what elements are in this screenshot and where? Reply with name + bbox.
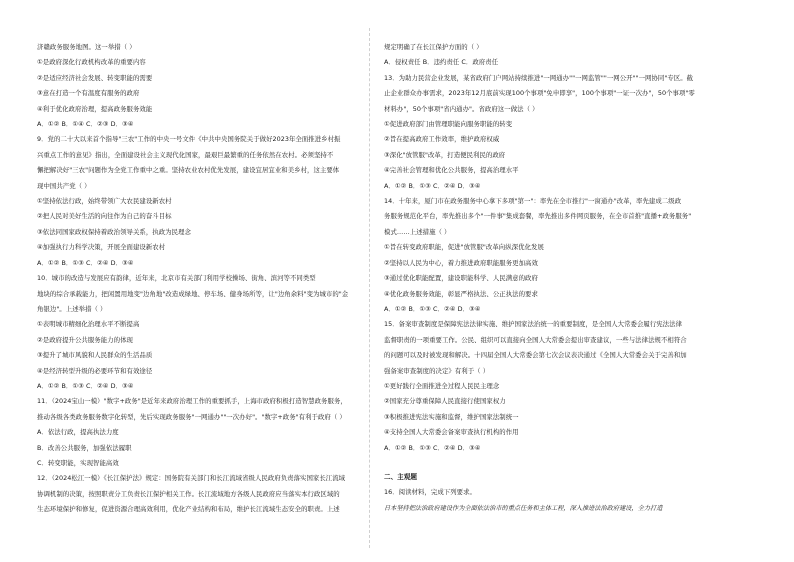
right-line-5: ①促进政府部门由管理职能向服务职能的转变 xyxy=(384,120,513,129)
left-line-25: A．依法行政，提高执法力度 xyxy=(37,428,119,437)
right-line-17: A．①② B．①③ C．②④ D．③④ xyxy=(384,304,481,313)
left-line-13: ④加强执行力科学决策，开展全面建设新农村 xyxy=(37,243,166,252)
left-line-21: ④是经济转型升级的必要环节和有效途径 xyxy=(37,366,153,375)
right-line-2: 13．为助力民营企业发展，某省政府门户网站持续推进"一网通办""一网监管""一网公开""一网协同"专区。截 xyxy=(384,73,694,82)
right-line-22: ①更好践行全面推进全过程人民民主理念 xyxy=(384,381,500,390)
left-line-24: 推动各级各类政务服务数字化转型，先后实现政务服务"一网通办""一次办好"。"数字+政务"有利于政府（ ） xyxy=(37,412,346,421)
right-column xyxy=(384,40,734,516)
right-line-12: 模式……上述措施（ ） xyxy=(384,227,451,236)
right-line-7: ③深化"放管服"改革，打造便民利民的政府 xyxy=(384,150,506,159)
left-line-23: 11．（2024宝山一模）"数字+政务"是近年来政府治理工作的重要抓手，上海市政府积极打造智慧政务服务， xyxy=(37,397,347,406)
right-line-6: ②旨在提高政府工作效率，维护政府权威 xyxy=(384,135,500,144)
left-line-8: 懈把解决好"三农"问题作为全党工作重中之重。坚持农业农村优先发展，建设宜居宜业和美乡村，这主要体 xyxy=(37,166,340,175)
left-line-30: 生态环境保护和修复，促进资源合理高效利用，优化产业结构和布局，维护长江流域生态安全的职责。上述 xyxy=(37,505,340,514)
left-line-9: 现中国共产党（ ） xyxy=(37,181,91,190)
left-line-22: A．①② B．①③ C．②④ D．③④ xyxy=(37,381,134,390)
material-text: 日本坚持把法治政府建设作为全面依法治市的重点任务和主体工程，深入推进法治政府建设，全力打造 xyxy=(384,504,663,512)
right-line-11: 务服务规范化平台，率先推出多个"一件事"集成套餐，率先推出多件网页服务，在全市首推"直播+政务服务" xyxy=(384,212,692,221)
right-line-13: ①旨在转变政府职能，促进"放管服"改革向纵深优化发展 xyxy=(384,243,544,252)
left-line-4: ④利于优化政府治理，提高政务服务效能 xyxy=(37,104,153,113)
right-line-8: ④完善社会管理和优化公共服务，提高治理水平 xyxy=(384,166,519,175)
right-line-15: ③通过优化职能配置，建设职能科学、人民满意的政府 xyxy=(384,274,538,283)
right-line-1: A．侵权责任 B．违约责任 C．政府责任 xyxy=(384,58,499,67)
left-line-18: ①表明城市精细化治理水平不断提高 xyxy=(37,320,140,329)
left-line-29: 协调机制的决策，按照职责分工负责长江保护相关工作。长江流域地方各级人民政府应当落实本行政区域的 xyxy=(37,489,340,498)
left-line-2: ②是适应经济社会发展、转变职能的需要 xyxy=(37,73,153,82)
left-line-27: C．转变职能，实现智能高效 xyxy=(37,458,119,467)
right-line-14: ②坚持以人民为中心，着力推进政府职能服务更加高效 xyxy=(384,258,538,267)
right-line-26: A．①② B．①③ C．②④ D．③④ xyxy=(384,443,481,452)
left-line-7: 兴重点工作的意见》指出，全面建设社会主义现代化国家，最艰巨最繁重的任务依然在农村。必须坚持不 xyxy=(37,150,334,159)
left-line-12: ③依法同国家政权保持着政治领导关系，执政为民理念 xyxy=(37,227,191,236)
left-line-19: ②是政府提升公共服务能力的体现 xyxy=(37,335,133,344)
right-line-4: 材料办"，50个事项"省内通办"。省政府这一做法（ ） xyxy=(384,104,539,113)
section-gap xyxy=(384,456,734,470)
right-line-21: 强备案审查制度的决定》有利于（ ） xyxy=(384,366,490,375)
left-line-14: A．①② B．①③ C．②④ D．③④ xyxy=(37,258,134,267)
section-title: 二、主观题 xyxy=(384,472,417,481)
right-line-10: 14．十年来，厦门市在政务服务中心拿下多项"第一"：率先在全市推行"一窗通办"改革，率先建成二级政 xyxy=(384,197,682,206)
right-line-25: ④支持全国人大常委会备案审查执行机构的作用 xyxy=(384,428,519,437)
left-line-5: A．①② B．①④ C．②③ D．③④ xyxy=(37,120,134,129)
right-line-3: 止企业群众办事需求，2023年12月底前实现100个事项"免申即享"，100个事项"一证一次办"，50个事项"零 xyxy=(384,89,695,98)
right-line-16: ④优化政务服务效能，彰显严格执法、公正执法的要求 xyxy=(384,289,538,298)
left-line-26: B．改善公共服务，加强依法履职 xyxy=(37,443,132,452)
right-line-18: 15．备案审查制度是保障宪法法律实施、维护国家法治统一的重要制度，是全国人大常委会履行宪法法律 xyxy=(384,320,683,329)
left-line-0: 济赣政务服务地图。这一举措（ ） xyxy=(37,43,136,51)
left-line-10: ①坚持依法行政，始终带领广大农民建设新农村 xyxy=(37,197,172,206)
left-line-20: ③提升了城市风貌和人民群众的生活品质 xyxy=(37,351,153,360)
column-divider xyxy=(369,28,370,548)
right-line-24: ③积极推进宪法实施和监督，维护国家法制统一 xyxy=(384,412,519,421)
right-line-19: 监督职责的一项重要工作。公民、组织可以直接向全国人大常委会提出审查建议，一些与法律法规不相符合 xyxy=(384,335,687,344)
left-line-6: 9．党的二十大以来首个指导"三农"工作的中央一号文件《中共中央国务院关于做好2023年全面推进乡村振 xyxy=(37,135,341,144)
right-line-0: 规定明确了在长江保护方面的（ ） xyxy=(384,43,483,51)
left-line-3: ③意在打造一个有温度有服务的政府 xyxy=(37,89,140,98)
left-line-11: ②把人民对美好生活的向往作为自己的奋斗目标 xyxy=(37,212,172,221)
right-line-9: A．①② B．①③ C．②④ D．③④ xyxy=(384,181,481,190)
right-line-23: ②国家充分尊重保障人民直接行使国家权力 xyxy=(384,397,506,406)
right-line-20: 的问题可以及时被发现和解决。十四届全国人大常委会第七次会议表决通过《全国人大常委会关于完善和加 xyxy=(384,351,687,360)
left-line-16: 地块的综合承载能力，把闲置用地变"边角地"改造成绿地、停车场、健身场所等，让"边角余料"变为城市的"金 xyxy=(37,289,349,298)
left-line-28: 12．（2024松江一模）《长江保护法》规定：国务院有关部门和长江流域省级人民政府负责落实国家长江流域 xyxy=(37,474,346,483)
left-line-15: 10．城市的改造与发展应有韵律，近年来，北京市有关部门利用学校操场、街角、滨河等不同类型 xyxy=(37,274,316,283)
left-line-17: 角银边"。上述举措（ ） xyxy=(37,304,107,313)
left-column xyxy=(37,40,355,518)
question-16: 16．阅读材料，完成下列要求。 xyxy=(384,488,476,497)
left-line-1: ①是政府深化行政机构改革的重要内容 xyxy=(37,58,146,67)
